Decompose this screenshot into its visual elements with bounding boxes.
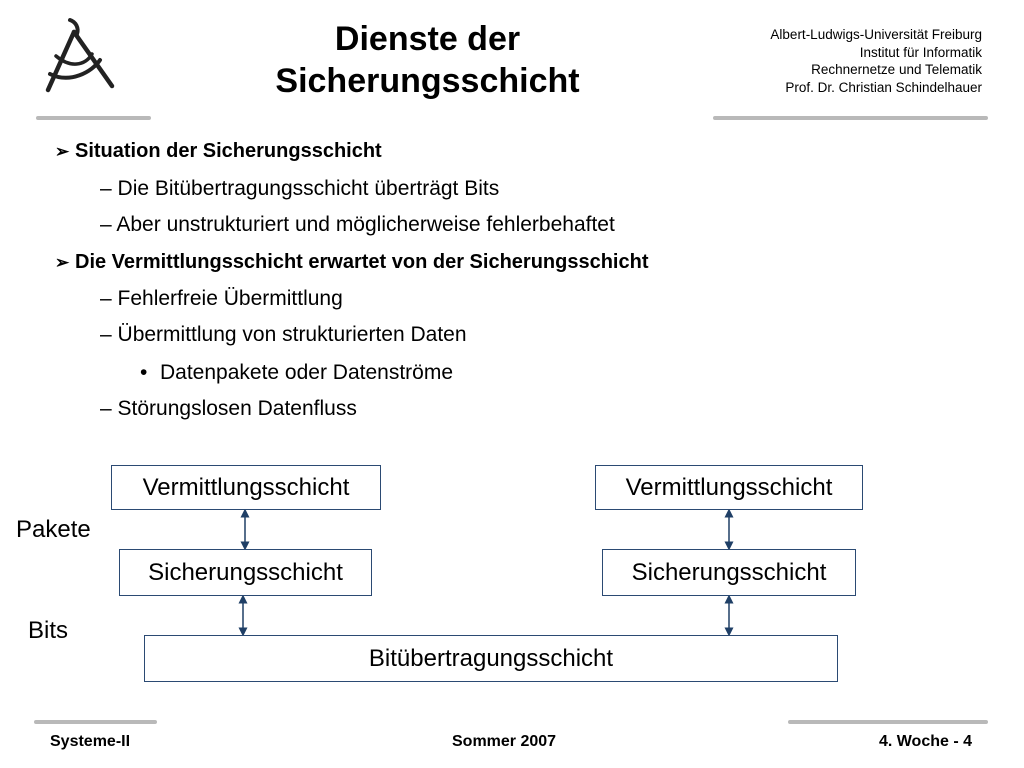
box-link-layer-left bbox=[119, 549, 372, 596]
box-network-layer-right bbox=[595, 465, 863, 510]
sub-sub-bullet-text: Datenpakete oder Datenströme bbox=[160, 361, 454, 384]
affiliation-block bbox=[770, 26, 982, 96]
affiliation-institute: Institut für Informatik bbox=[859, 44, 982, 60]
title-line-2: Sicherungsschicht bbox=[275, 62, 580, 100]
sub-bullet bbox=[100, 287, 343, 311]
arrow-bullet-icon: ➢ bbox=[55, 253, 70, 272]
page-title bbox=[200, 18, 655, 102]
dash-marker: – bbox=[100, 397, 112, 420]
label-packets: Pakete bbox=[16, 516, 91, 543]
university-logo-icon bbox=[30, 12, 130, 102]
box-link-layer-right bbox=[602, 549, 856, 596]
affiliation-group: Rechnernetze und Telematik bbox=[811, 62, 982, 77]
header-rule-left bbox=[36, 116, 151, 120]
box-label: Bitübertragungsschicht bbox=[368, 644, 614, 672]
sub-bullet-text: Übermittlung von strukturierten Daten bbox=[117, 323, 467, 346]
header-rule-right bbox=[713, 116, 988, 120]
sub-bullet-text: Aber unstrukturiert und möglicherweise fehlerbehaftet bbox=[116, 213, 615, 236]
sub-bullet-text: Fehlerfreie Übermittlung bbox=[117, 287, 343, 310]
sub-bullet bbox=[100, 323, 467, 347]
label-bits: Bits bbox=[28, 617, 69, 644]
sub-bullet-text: Störungslosen Datenfluss bbox=[117, 397, 357, 420]
sub-bullet-text: Die Bitübertragungsschicht überträgt Bits bbox=[117, 177, 500, 200]
box-label: Sicherungsschicht bbox=[631, 558, 827, 586]
sub-bullet bbox=[100, 177, 499, 201]
dash-marker: – bbox=[100, 213, 112, 236]
footer-rule-right bbox=[788, 720, 988, 724]
footer-page: 4. Woche - 4 bbox=[878, 733, 972, 750]
bullet-expectations bbox=[55, 251, 649, 274]
title-line-1: Dienste der bbox=[334, 20, 521, 58]
bullet-situation bbox=[55, 140, 382, 163]
box-label: Vermittlungsschicht bbox=[142, 473, 350, 501]
box-physical-layer bbox=[144, 635, 838, 682]
dash-marker: – bbox=[100, 287, 112, 310]
dot-marker: • bbox=[140, 361, 148, 384]
dash-marker: – bbox=[100, 177, 112, 200]
sub-sub-bullet bbox=[140, 361, 453, 385]
dash-marker: – bbox=[100, 323, 112, 346]
sub-bullet bbox=[100, 397, 357, 421]
sub-bullet bbox=[100, 213, 615, 237]
box-label: Vermittlungsschicht bbox=[625, 473, 833, 501]
arrow-bullet-icon: ➢ bbox=[55, 142, 70, 161]
affiliation-professor: Prof. Dr. Christian Schindelhauer bbox=[785, 79, 982, 95]
footer-term: Sommer 2007 bbox=[452, 733, 557, 750]
bullet-text: Situation der Sicherungsschicht bbox=[75, 140, 382, 162]
affiliation-university: Albert-Ludwigs-Universität Freiburg bbox=[770, 27, 982, 42]
box-network-layer-left bbox=[111, 465, 381, 510]
box-label: Sicherungsschicht bbox=[148, 558, 343, 586]
bullet-text: Die Vermittlungsschicht erwartet von der Sicherungsschicht bbox=[75, 251, 649, 273]
footer-rule-left bbox=[34, 720, 157, 724]
footer-course: Systeme-II bbox=[50, 733, 131, 750]
